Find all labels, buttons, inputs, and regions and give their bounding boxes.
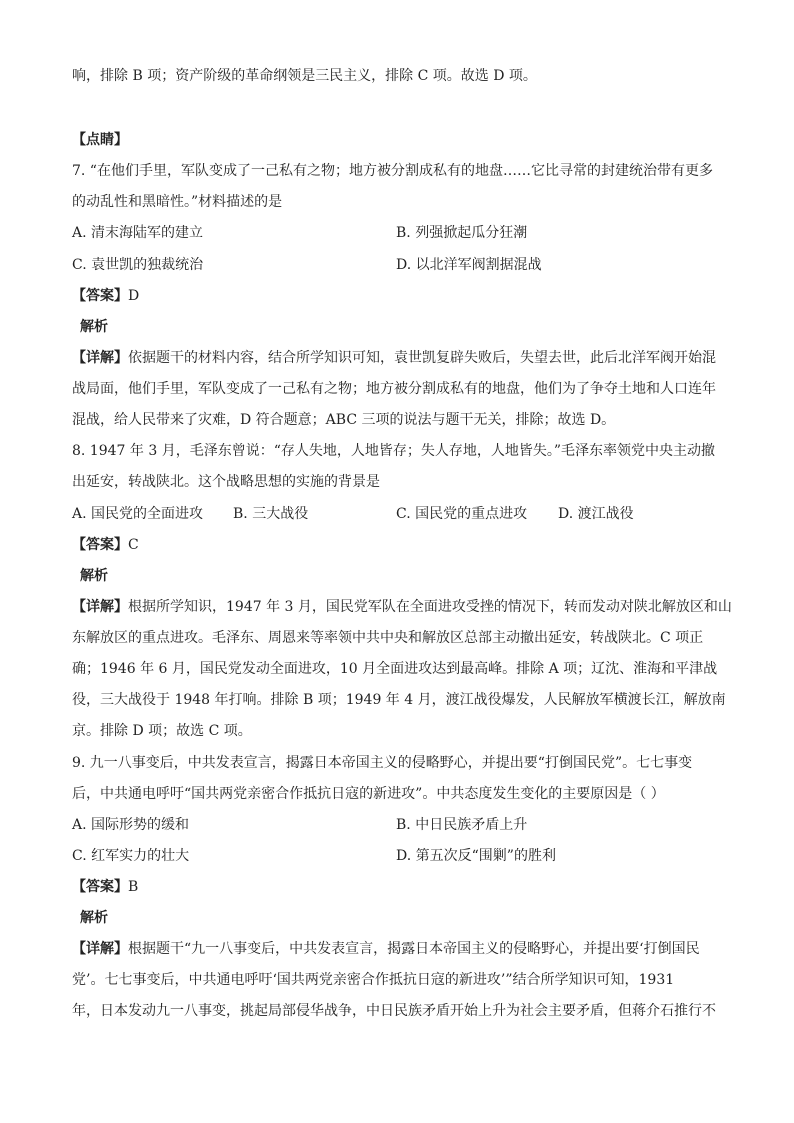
q9-stem-line2: 后，中共通电呼吁“国共两党亲密合作抵抗日寇的新进攻”。中共态度发生变化的主要原因是（ ） — [72, 786, 665, 802]
q8-answer-value: C — [128, 537, 139, 553]
q8-analysis-heading: 解析 — [80, 568, 108, 584]
q8-detail-line2: 东解放区的重点进攻。毛泽东、周恩来等率领中共中央和解放区总部主动撤出延安，转战陕北。C 项正 — [72, 630, 704, 646]
q9-answer-value: B — [128, 879, 139, 895]
q9-detail-line1 — [72, 939, 700, 959]
q9-option-c: C. 红军实力的壮大 — [72, 848, 190, 864]
q7-stem-line2: 的动乱性和黑暗性。”材料描述的是 — [72, 194, 283, 210]
q9-answer-tag: 【答案】 — [72, 879, 128, 895]
q7-answer — [72, 286, 139, 306]
q8-detail-tag: 【详解】 — [72, 599, 128, 615]
q9-detail-line2: 党’。七七事变后，中共通电呼吁‘国共两党亲密合作抵抗日寇的新进攻’”结合所学知识可知，1931 — [72, 972, 675, 988]
q7-option-a: A. 清末海陆军的建立 — [72, 225, 204, 241]
q8-option-c: C. 国民党的重点进攻 — [396, 506, 528, 522]
q7-stem-line1: 7. “在他们手里，军队变成了一己私有之物；地方被分割成私有的地盘……它比寻常的封建统治带有更多 — [72, 163, 713, 179]
q8-stem-line1: 8. 1947 年 3 月，毛泽东曾说：“存人失地，人地皆存；失人存地，人地皆失。”毛泽东率领党中央主动撤 — [72, 443, 716, 459]
q9-detail-text1: 根据题干“九一八事变后，中共发表宣言，揭露日本帝国主义的侵略野心，并提出要‘打倒国民 — [128, 941, 700, 957]
q7-option-d: D. 以北洋军阀割据混战 — [396, 257, 542, 273]
q8-detail-text1: 根据所学知识，1947 年 3 月，国民党军队在全面进攻受挫的情况下，转而发动对陕北解放区和山 — [128, 599, 732, 615]
q9-answer — [72, 877, 138, 897]
q7-option-c: C. 袁世凯的独裁统治 — [72, 257, 204, 273]
q7-answer-tag: 【答案】 — [72, 288, 128, 304]
q8-answer-tag: 【答案】 — [72, 537, 128, 553]
q9-option-d: D. 第五次反“围剿”的胜利 — [396, 848, 556, 864]
q8-option-a: A. 国民党的全面进攻 — [72, 506, 204, 522]
q7-answer-value: D — [128, 288, 140, 304]
q9-stem-line1: 9. 九一八事变后，中共发表宣言，揭露日本帝国主义的侵略野心，并提出要“打倒国民党”。七七事变 — [72, 755, 693, 771]
q8-detail-line1 — [72, 597, 732, 617]
q8-option-b: B. 三大战役 — [233, 506, 309, 522]
q9-option-b: B. 中日民族矛盾上升 — [396, 817, 528, 833]
q7-option-b: B. 列强掀起瓜分狂潮 — [396, 225, 528, 241]
q9-detail-tag: 【详解】 — [72, 941, 128, 957]
q8-answer — [72, 535, 139, 555]
q7-detail-line2: 战局面，他们手里，军队变成了一己私有之物；地方被分割成私有的地盘，他们为了争夺土地和人口连年 — [72, 381, 716, 397]
q8-stem-line2: 出延安，转战陕北。这个战略思想的实施的背景是 — [72, 474, 380, 490]
q9-detail-line3: 年，日本发动九一八事变，挑起局部侵华战争，中日民族矛盾开始上升为社会主要矛盾，但蒋介石推行不 — [72, 1003, 716, 1019]
q8-detail-line3: 确；1946 年 6 月，国民党发动全面进攻，10 月全面进攻达到最高峰。排除 A 项；辽沈、淮海和平津战 — [72, 661, 718, 677]
q9-option-a: A. 国际形势的缓和 — [72, 817, 190, 833]
q7-analysis-heading: 解析 — [80, 319, 108, 335]
q8-detail-line4: 役，三大战役于 1948 年打响。排除 B 项；1949 年 4 月，渡江战役爆发，人民解放军横渡长江，解放南 — [72, 692, 726, 708]
q7-detail-line1 — [72, 348, 716, 368]
dianjing-heading: 【点睛】 — [72, 132, 128, 148]
q8-option-d: D. 渡江战役 — [558, 506, 634, 522]
q9-analysis-heading: 解析 — [80, 910, 108, 926]
q7-detail-text1: 依据题干的材料内容，结合所学知识可知，袁世凯复辟失败后，失望去世，此后北洋军阀开始混 — [128, 350, 716, 366]
q8-detail-line5: 京。排除 D 项；故选 C 项。 — [72, 723, 252, 739]
q7-detail-tag: 【详解】 — [72, 350, 128, 366]
prev-answer-line: 响，排除 B 项；资产阶级的革命纲领是三民主义，排除 C 项。故选 D 项。 — [72, 68, 537, 84]
q7-detail-line3: 混战，给人民带来了灾难，D 符合题意；ABC 三项的说法与题干无关，排除；故选 D。 — [72, 412, 616, 428]
